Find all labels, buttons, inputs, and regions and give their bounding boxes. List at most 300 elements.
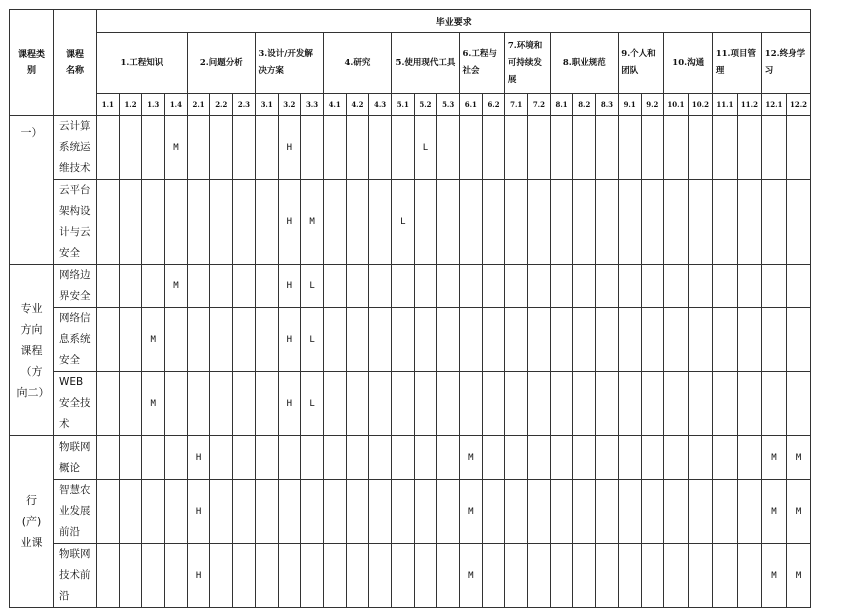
category-label: 一） bbox=[20, 126, 43, 139]
requirement-header-3 bbox=[255, 33, 323, 94]
indicator-header: 2.2 bbox=[210, 94, 233, 116]
mark-cell bbox=[505, 116, 528, 180]
mark-cell bbox=[641, 265, 664, 308]
mark-value: M bbox=[173, 142, 179, 153]
mark-cell bbox=[437, 116, 460, 180]
course-row bbox=[10, 116, 811, 180]
mark-cell bbox=[550, 265, 573, 308]
mark-cell bbox=[664, 436, 689, 480]
mark-cell bbox=[97, 180, 120, 265]
mark-cell bbox=[210, 436, 233, 480]
requirement-header-2 bbox=[187, 33, 255, 94]
mark-cell bbox=[414, 372, 437, 436]
course-name: 云平台架构设计与云安全 bbox=[59, 184, 91, 259]
mark-cell bbox=[664, 180, 689, 265]
mark-cell bbox=[664, 308, 689, 372]
requirement-header-8 bbox=[550, 33, 618, 94]
course-name-cell bbox=[54, 436, 97, 480]
requirement-label: 1.工程知识 bbox=[120, 57, 164, 68]
mark-cell bbox=[97, 544, 120, 608]
requirement-label: 8.职业规范 bbox=[562, 57, 606, 68]
requirement-label: 5.使用现代工具 bbox=[395, 57, 456, 68]
mark-cell bbox=[505, 372, 528, 436]
requirement-header-4 bbox=[323, 33, 391, 94]
mark-cell bbox=[97, 480, 120, 544]
mark-cell bbox=[596, 308, 619, 372]
mark-cell bbox=[323, 180, 346, 265]
mark-cell bbox=[437, 308, 460, 372]
mark-cell bbox=[573, 372, 596, 436]
mark-cell bbox=[664, 372, 689, 436]
mark-cell bbox=[187, 480, 210, 544]
course-name-cell bbox=[54, 372, 97, 436]
mark-cell bbox=[762, 116, 787, 180]
mark-cell bbox=[737, 372, 762, 436]
mark-value: H bbox=[195, 452, 202, 463]
mark-cell bbox=[688, 180, 713, 265]
mark-value: M bbox=[771, 570, 777, 581]
mark-cell bbox=[460, 180, 483, 265]
indicator-header: 9.1 bbox=[618, 94, 641, 116]
mark-cell bbox=[97, 372, 120, 436]
requirement-label: 7.环境和可持续发展 bbox=[507, 40, 543, 85]
mark-cell bbox=[688, 265, 713, 308]
mark-cell bbox=[505, 180, 528, 265]
mark-cell bbox=[482, 436, 505, 480]
mark-cell bbox=[528, 372, 551, 436]
mark-cell bbox=[688, 116, 713, 180]
indicator-header: 5.1 bbox=[391, 94, 414, 116]
mark-value: M bbox=[150, 334, 156, 345]
mark-cell bbox=[414, 544, 437, 608]
mark-cell bbox=[369, 180, 392, 265]
mark-cell bbox=[187, 544, 210, 608]
mark-cell bbox=[255, 116, 278, 180]
mark-cell bbox=[573, 116, 596, 180]
mark-cell bbox=[437, 544, 460, 608]
mark-cell bbox=[482, 116, 505, 180]
mark-cell bbox=[762, 436, 787, 480]
mark-cell bbox=[210, 372, 233, 436]
mark-cell bbox=[786, 480, 811, 544]
mark-value: H bbox=[286, 217, 293, 227]
mark-cell bbox=[437, 372, 460, 436]
mark-cell bbox=[550, 480, 573, 544]
header-category bbox=[10, 10, 54, 116]
mark-cell bbox=[664, 116, 689, 180]
mark-cell bbox=[460, 308, 483, 372]
mark-cell bbox=[618, 544, 641, 608]
mark-cell bbox=[391, 544, 414, 608]
header-row-top bbox=[10, 10, 811, 33]
mark-cell bbox=[762, 480, 787, 544]
mark-cell bbox=[414, 480, 437, 544]
course-name-cell bbox=[54, 544, 97, 608]
mark-cell bbox=[278, 372, 301, 436]
indicator-header: 1.1 bbox=[97, 94, 120, 116]
requirement-label: 9.个人和团队 bbox=[621, 49, 656, 76]
mark-cell bbox=[437, 265, 460, 308]
mark-cell bbox=[301, 436, 324, 480]
mark-cell bbox=[505, 308, 528, 372]
mark-cell bbox=[255, 436, 278, 480]
mark-value: H bbox=[195, 506, 202, 517]
mark-cell bbox=[737, 308, 762, 372]
mark-cell bbox=[210, 265, 233, 308]
mark-cell bbox=[786, 544, 811, 608]
mark-value: M bbox=[795, 506, 802, 517]
mark-cell bbox=[255, 480, 278, 544]
mark-cell bbox=[641, 480, 664, 544]
category-cell bbox=[10, 265, 54, 436]
mark-cell bbox=[346, 308, 369, 372]
mark-value: L bbox=[400, 217, 406, 227]
mark-cell bbox=[142, 436, 165, 480]
header-row-indicators bbox=[10, 94, 811, 116]
mark-cell bbox=[142, 480, 165, 544]
mark-cell bbox=[596, 180, 619, 265]
indicator-header: 5.2 bbox=[414, 94, 437, 116]
mark-cell bbox=[187, 436, 210, 480]
requirement-label: 3.设计/开发解决方案 bbox=[258, 49, 313, 76]
mark-cell bbox=[505, 436, 528, 480]
mark-cell bbox=[165, 480, 188, 544]
indicator-header: 4.3 bbox=[369, 94, 392, 116]
mark-cell bbox=[762, 308, 787, 372]
mark-cell bbox=[713, 180, 738, 265]
mark-cell bbox=[165, 180, 188, 265]
mark-cell bbox=[97, 436, 120, 480]
mark-value: H bbox=[286, 281, 293, 291]
mark-cell bbox=[346, 265, 369, 308]
category-cell bbox=[10, 436, 54, 608]
mark-cell bbox=[346, 372, 369, 436]
mark-cell bbox=[391, 480, 414, 544]
mark-cell bbox=[460, 436, 483, 480]
mark-cell bbox=[618, 116, 641, 180]
mark-cell bbox=[573, 480, 596, 544]
mark-cell bbox=[786, 265, 811, 308]
mark-cell bbox=[119, 180, 142, 265]
mark-cell bbox=[437, 180, 460, 265]
mark-cell bbox=[323, 265, 346, 308]
indicator-header: 4.2 bbox=[346, 94, 369, 116]
mark-cell bbox=[165, 436, 188, 480]
mark-cell bbox=[255, 544, 278, 608]
mark-cell bbox=[482, 180, 505, 265]
mark-value: M bbox=[795, 452, 802, 463]
mark-cell bbox=[688, 436, 713, 480]
mark-value: H bbox=[286, 334, 293, 345]
mark-cell bbox=[369, 544, 392, 608]
course-name-cell bbox=[54, 180, 97, 265]
mark-cell bbox=[142, 116, 165, 180]
mark-cell bbox=[528, 480, 551, 544]
mark-cell bbox=[369, 116, 392, 180]
mark-cell bbox=[187, 180, 210, 265]
matrix-container bbox=[9, 9, 811, 608]
course-name: 网络边界安全 bbox=[59, 269, 91, 302]
mark-cell bbox=[550, 436, 573, 480]
mark-cell bbox=[573, 436, 596, 480]
mark-cell bbox=[737, 265, 762, 308]
indicator-header: 2.1 bbox=[187, 94, 210, 116]
mark-cell bbox=[369, 265, 392, 308]
mark-cell bbox=[278, 308, 301, 372]
course-name-cell bbox=[54, 265, 97, 308]
mark-cell bbox=[688, 308, 713, 372]
header-course-name bbox=[54, 10, 97, 116]
indicator-header: 3.2 bbox=[278, 94, 301, 116]
mark-cell bbox=[550, 116, 573, 180]
mark-cell bbox=[618, 180, 641, 265]
course-row bbox=[10, 544, 811, 608]
mark-cell bbox=[210, 480, 233, 544]
mark-cell bbox=[165, 308, 188, 372]
mark-value: M bbox=[771, 452, 777, 463]
mark-cell bbox=[391, 180, 414, 265]
mark-cell bbox=[737, 180, 762, 265]
mark-cell bbox=[391, 436, 414, 480]
mark-cell bbox=[391, 372, 414, 436]
requirement-header-1 bbox=[97, 33, 188, 94]
requirement-header-11 bbox=[713, 33, 762, 94]
mark-cell bbox=[414, 265, 437, 308]
mark-cell bbox=[255, 180, 278, 265]
mark-cell bbox=[414, 308, 437, 372]
mark-cell bbox=[737, 480, 762, 544]
mark-cell bbox=[505, 480, 528, 544]
course-name-cell bbox=[54, 480, 97, 544]
mark-cell bbox=[323, 308, 346, 372]
mark-value: H bbox=[195, 570, 202, 581]
mark-cell bbox=[618, 372, 641, 436]
mark-cell bbox=[596, 372, 619, 436]
mark-cell bbox=[391, 308, 414, 372]
mark-cell bbox=[786, 308, 811, 372]
mark-cell bbox=[187, 308, 210, 372]
mark-value: M bbox=[468, 570, 474, 581]
mark-cell bbox=[550, 372, 573, 436]
requirement-header-9 bbox=[618, 33, 663, 94]
mark-value: L bbox=[309, 281, 315, 291]
mark-cell bbox=[233, 265, 256, 308]
mark-cell bbox=[119, 116, 142, 180]
mark-value: M bbox=[771, 506, 777, 517]
course-name: 物联网概论 bbox=[59, 440, 91, 474]
mark-value: M bbox=[468, 506, 474, 517]
mark-cell bbox=[255, 265, 278, 308]
mark-cell bbox=[713, 436, 738, 480]
course-name: 云计算系统运维技术 bbox=[59, 120, 91, 174]
mark-cell bbox=[323, 480, 346, 544]
mark-cell bbox=[165, 265, 188, 308]
course-row bbox=[10, 480, 811, 544]
mark-cell bbox=[550, 544, 573, 608]
mark-cell bbox=[187, 372, 210, 436]
mark-cell bbox=[142, 544, 165, 608]
requirement-header-12 bbox=[762, 33, 811, 94]
course-name: WEB 安全技术 bbox=[59, 376, 91, 430]
mark-cell bbox=[255, 372, 278, 436]
mark-cell bbox=[210, 180, 233, 265]
header-category-label: 课程类别 bbox=[17, 49, 45, 76]
mark-cell bbox=[618, 265, 641, 308]
mark-cell bbox=[142, 308, 165, 372]
mark-cell bbox=[786, 180, 811, 265]
mark-cell bbox=[641, 544, 664, 608]
mark-cell bbox=[233, 372, 256, 436]
requirement-label: 2.问题分析 bbox=[199, 57, 243, 68]
mark-cell bbox=[641, 180, 664, 265]
mark-cell bbox=[142, 180, 165, 265]
mark-value: L bbox=[422, 142, 429, 153]
requirement-header-6 bbox=[460, 33, 505, 94]
indicator-header: 6.1 bbox=[460, 94, 483, 116]
course-name-cell bbox=[54, 116, 97, 180]
mark-cell bbox=[713, 544, 738, 608]
mark-cell bbox=[437, 436, 460, 480]
mark-cell bbox=[119, 265, 142, 308]
mark-cell bbox=[573, 265, 596, 308]
mark-cell bbox=[618, 308, 641, 372]
mark-cell bbox=[255, 308, 278, 372]
mark-cell bbox=[187, 116, 210, 180]
mark-cell bbox=[119, 480, 142, 544]
mark-cell bbox=[119, 308, 142, 372]
course-name: 物联网技术前沿 bbox=[59, 548, 91, 602]
mark-cell bbox=[528, 436, 551, 480]
requirement-label: 10.沟通 bbox=[672, 57, 705, 68]
indicator-header: 3.3 bbox=[301, 94, 324, 116]
mark-cell bbox=[482, 544, 505, 608]
mark-cell bbox=[737, 544, 762, 608]
indicator-header: 7.1 bbox=[505, 94, 528, 116]
course-name: 网络信息系统安全 bbox=[59, 312, 91, 366]
mark-cell bbox=[786, 116, 811, 180]
mark-cell bbox=[346, 480, 369, 544]
requirement-header-7 bbox=[505, 33, 550, 94]
header-course-name-label: 课程名称 bbox=[65, 49, 84, 76]
mark-cell bbox=[460, 480, 483, 544]
mark-cell bbox=[369, 308, 392, 372]
mark-cell bbox=[482, 308, 505, 372]
mark-cell bbox=[664, 480, 689, 544]
header-row-requirements bbox=[10, 33, 811, 94]
mark-cell bbox=[437, 480, 460, 544]
mark-cell bbox=[596, 544, 619, 608]
mark-cell bbox=[119, 436, 142, 480]
mark-cell bbox=[210, 544, 233, 608]
indicator-header: 1.2 bbox=[119, 94, 142, 116]
mark-cell bbox=[762, 265, 787, 308]
indicator-header: 4.1 bbox=[323, 94, 346, 116]
mark-cell bbox=[278, 180, 301, 265]
requirement-label: 11.项目管理 bbox=[715, 49, 756, 76]
requirement-label: 6.工程与社会 bbox=[462, 49, 497, 76]
mark-cell bbox=[596, 436, 619, 480]
mark-cell bbox=[460, 544, 483, 608]
indicator-header: 8.1 bbox=[550, 94, 573, 116]
mark-cell bbox=[505, 544, 528, 608]
mark-value: H bbox=[286, 142, 293, 153]
indicator-header: 11.1 bbox=[713, 94, 738, 116]
mark-cell bbox=[391, 116, 414, 180]
mark-cell bbox=[688, 480, 713, 544]
mark-cell bbox=[119, 544, 142, 608]
mark-cell bbox=[323, 116, 346, 180]
mark-cell bbox=[688, 544, 713, 608]
mark-cell bbox=[713, 116, 738, 180]
mark-cell bbox=[301, 265, 324, 308]
mark-cell bbox=[573, 180, 596, 265]
mark-cell bbox=[187, 265, 210, 308]
mark-value: M bbox=[150, 398, 156, 409]
indicator-header: 10.1 bbox=[664, 94, 689, 116]
mark-cell bbox=[210, 116, 233, 180]
mark-value: M bbox=[468, 452, 474, 463]
mark-cell bbox=[737, 436, 762, 480]
mark-cell bbox=[482, 480, 505, 544]
mark-cell bbox=[528, 544, 551, 608]
course-row bbox=[10, 180, 811, 265]
mark-cell bbox=[97, 265, 120, 308]
mark-cell bbox=[664, 265, 689, 308]
mark-cell bbox=[369, 480, 392, 544]
mark-cell bbox=[210, 308, 233, 372]
requirement-header-10 bbox=[664, 33, 713, 94]
mark-cell bbox=[414, 180, 437, 265]
mark-cell bbox=[596, 116, 619, 180]
indicator-header: 9.2 bbox=[641, 94, 664, 116]
mark-cell bbox=[369, 436, 392, 480]
mark-cell bbox=[233, 436, 256, 480]
mark-cell bbox=[641, 436, 664, 480]
mark-cell bbox=[786, 436, 811, 480]
mark-cell bbox=[618, 436, 641, 480]
mark-cell bbox=[762, 372, 787, 436]
mark-cell bbox=[596, 265, 619, 308]
course-name-cell bbox=[54, 308, 97, 372]
category-label: 专业方向课程（方向二） bbox=[16, 301, 50, 399]
mark-cell bbox=[596, 480, 619, 544]
mark-cell bbox=[713, 308, 738, 372]
indicator-header: 12.1 bbox=[762, 94, 787, 116]
mark-cell bbox=[165, 372, 188, 436]
mark-cell bbox=[323, 372, 346, 436]
course-row bbox=[10, 372, 811, 436]
course-row bbox=[10, 436, 811, 480]
header-graduation-requirements: 毕业要求 bbox=[97, 10, 811, 33]
indicator-header: 5.3 bbox=[437, 94, 460, 116]
mark-cell bbox=[460, 372, 483, 436]
mark-value: H bbox=[286, 398, 293, 409]
mark-cell bbox=[233, 544, 256, 608]
mark-cell bbox=[641, 372, 664, 436]
requirement-header-5 bbox=[391, 33, 459, 94]
mark-cell bbox=[618, 480, 641, 544]
category-cell bbox=[10, 116, 54, 265]
mark-cell bbox=[369, 372, 392, 436]
mark-cell bbox=[713, 480, 738, 544]
mark-cell bbox=[165, 544, 188, 608]
indicator-header: 8.3 bbox=[596, 94, 619, 116]
mark-cell bbox=[97, 308, 120, 372]
indicator-header: 6.2 bbox=[482, 94, 505, 116]
mark-cell bbox=[573, 544, 596, 608]
mark-cell bbox=[119, 372, 142, 436]
mark-cell bbox=[278, 436, 301, 480]
